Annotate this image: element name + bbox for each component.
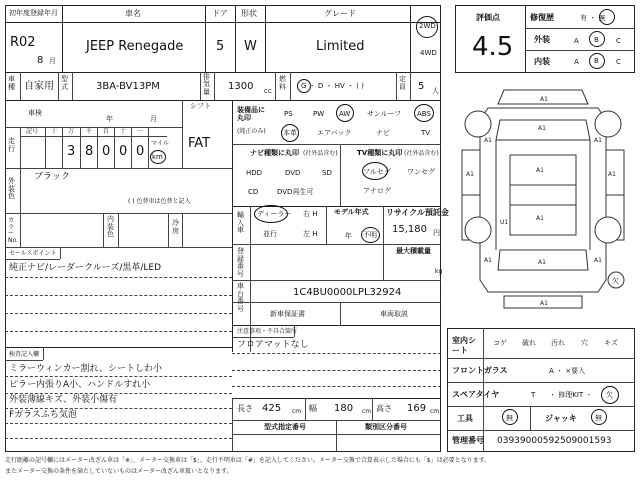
score-value: 4.5: [472, 32, 514, 62]
recycle-fee: 15,180: [392, 224, 427, 235]
notes-title: 注意事項・不具合箇所: [237, 328, 298, 335]
mileage-head-0: 記号: [26, 128, 39, 135]
equip-aw: AW: [339, 110, 351, 118]
inspection-label: 車検: [28, 109, 42, 117]
inspection-year-unit: 年: [106, 115, 113, 123]
tools-value: 無: [506, 414, 513, 422]
ext-grade-b: B: [594, 36, 599, 44]
reg-year-label: 初年度登録年月: [9, 9, 58, 17]
model-label: 型式: [61, 75, 68, 91]
mileage-head-4: 百: [103, 128, 110, 135]
nav-dvd-play: DVD再生可: [277, 188, 314, 196]
inspector-line-1: ピラー内張りA小、ハンドルすれ小: [9, 380, 151, 390]
displacement-label: 排気量: [203, 73, 210, 96]
seat-label: 室内シート: [452, 336, 476, 355]
equip-leather: 本革: [283, 129, 297, 137]
mgmt-value: 03939000592509001593: [497, 436, 612, 446]
shift: FAT: [188, 136, 211, 151]
int-grade-b: B: [594, 57, 599, 65]
shift-label: シフト: [190, 102, 211, 110]
mark-rear-bumper: A1: [540, 300, 548, 307]
height-unit: cm: [430, 408, 440, 415]
parallel: 並行: [263, 230, 277, 238]
seats-unit: 人: [432, 87, 439, 95]
type-label: 型式指定番号: [264, 423, 306, 431]
equip-ps: PS: [284, 110, 293, 118]
mark-left-door: A1: [466, 171, 474, 178]
tools-label: 工具: [457, 414, 473, 423]
recycle-label: 冷房: [172, 219, 179, 235]
mark-rear-left: A1: [484, 257, 492, 264]
inspection-month-unit: 月: [150, 115, 157, 123]
mark-bonnet: A1: [538, 125, 546, 132]
mileage-head-1: 十: [51, 128, 58, 135]
color-note: ( ) 色替車は色替と記入: [128, 198, 191, 205]
month-unit: 月: [49, 57, 56, 65]
equip-pw: PW: [313, 110, 325, 118]
seat-opt-0: コゲ: [493, 339, 507, 347]
repair-opts: 有 ・ 無: [580, 14, 606, 22]
shape-label: 形状: [241, 9, 257, 18]
equip-abs: ABS: [417, 110, 431, 118]
left-hand: 左 H: [303, 230, 318, 238]
drive-2wd: 2WD: [419, 22, 436, 30]
interior-color-label: 内装色: [107, 215, 114, 239]
seat-opt-4: キズ: [604, 339, 618, 347]
jack-label: ジャッキ: [545, 414, 577, 423]
glass-opts: A ・ ×要入: [549, 367, 586, 375]
exterior-label: 外装: [534, 35, 550, 44]
car-name: JEEP Renegade: [86, 39, 184, 54]
mark-rear-right: A1: [594, 257, 602, 264]
mark-roof: A1: [536, 167, 544, 174]
spare-opt-kit: ・ 修理KIT ・: [549, 391, 593, 399]
car-damage-diagram: [448, 80, 638, 320]
right-hand: 右 H: [303, 210, 318, 218]
length-unit: cm: [292, 408, 302, 415]
wheel-rear-right: [595, 217, 621, 243]
equipment-subtitle: (純正のみ): [237, 128, 266, 135]
int-grade-a: A: [574, 58, 579, 66]
doors: 5: [216, 39, 225, 54]
spare-opt-missing: 欠: [606, 391, 613, 399]
max-load-label: 最大積載量: [396, 247, 431, 255]
wheel-rear-left: [465, 217, 491, 243]
tv-oneseg: ワンセグ: [407, 168, 435, 176]
interior-label: 内装: [534, 57, 550, 66]
tv-fullseg: フルセグ: [363, 168, 391, 176]
equip-nav: ナビ: [376, 129, 390, 137]
footer-line-2: またメーター交換の条件を満たしていないものはメーター改ざん車扱いとなります。: [5, 468, 233, 475]
mileage-head-2: 万: [68, 128, 75, 135]
mgmt-label: 管理番号: [452, 436, 484, 445]
mark-right-front: A1: [594, 137, 602, 144]
grade-label: グレード: [324, 9, 356, 18]
model-year-unit: 年: [345, 232, 352, 240]
tv-title: TV種類に丸印: [357, 149, 403, 157]
width-label: 幅: [309, 404, 317, 413]
int-grade-c: C: [616, 58, 621, 66]
recycle-fee-label: リサイクル預託金: [386, 208, 449, 217]
class-label: 類別区分番号: [365, 423, 407, 431]
seat-opt-1: 破れ: [522, 339, 536, 347]
nav-dvd: DVD: [285, 169, 301, 177]
mark-u1: U1: [500, 219, 509, 226]
mark-front-bumper: A1: [540, 96, 548, 103]
grade: Limited: [316, 39, 365, 54]
chassis-label: 車台番号: [237, 282, 244, 314]
score-label: 評価点: [476, 13, 500, 22]
inspector-line-0: ミラーウィンカー割れ、シートしわ小: [9, 364, 163, 374]
manual-label: 車両取説: [380, 310, 408, 318]
selling-points-title: セールスポイント: [9, 250, 57, 257]
footer-line-1: 走行距離の記号欄にはメーター改ざん車は「※」、メーター交換車は「$」、走行不明車は「#」を記入してください。メーター交換で合算表示した場合にも「$」は必要となります。: [5, 457, 491, 464]
model-year-label: モデル年式: [334, 208, 369, 216]
selling-points-text: 純正ナビ/レーダークルーズ/黒革/LED: [9, 263, 162, 273]
unknown: 不明: [363, 231, 377, 239]
glass-label: フロントガラス: [452, 366, 508, 375]
mileage-digit-2: 0: [102, 144, 111, 159]
seat-opt-3: 穴: [581, 339, 588, 347]
width-unit: cm: [362, 408, 372, 415]
width: 180: [334, 403, 354, 414]
fuel-label: 燃料: [279, 75, 286, 91]
tv-analog: アナログ: [363, 187, 391, 195]
mileage-digit-0: 3: [67, 144, 76, 159]
inspector-line-2: 外装薄線キズ、外装小傷有: [9, 395, 118, 405]
color-label: 外装色: [8, 177, 15, 201]
spare-label: スペアタイヤ: [452, 390, 500, 399]
displacement: 1300: [228, 81, 254, 92]
reg-year: R02: [10, 35, 36, 50]
dealer: ディーラー: [257, 210, 292, 218]
ext-grade-c: C: [616, 37, 621, 45]
reg-month: 8: [37, 55, 44, 66]
travel-label: 走行: [8, 137, 15, 153]
register-label: 登録番号: [237, 247, 244, 279]
color-no-label: カラーNo.: [8, 217, 18, 244]
model: 3BA-BV13PM: [96, 81, 160, 92]
mileage-head-3: 千: [86, 128, 93, 135]
ext-grade-a: A: [574, 37, 579, 45]
doors-label: ドア: [212, 9, 228, 18]
mileage-digit-3: 0: [119, 144, 128, 159]
mileage-digit-4: 0: [136, 144, 145, 159]
tv-subtitle: (社外品含む): [404, 150, 439, 157]
mark-rear-gate: A1: [538, 259, 546, 266]
equip-tv: TV: [421, 129, 431, 137]
chassis: 1C4BU0000LPL32924: [293, 287, 402, 298]
drive-4wd: 4WD: [420, 49, 437, 57]
seats-label: 定員: [399, 75, 406, 91]
notes-text: フロアマットなし: [237, 340, 309, 350]
kg: kg: [435, 268, 443, 275]
mark-right-door: A1: [608, 171, 616, 178]
wheel-front-right: [595, 111, 621, 137]
nav-hdd: HDD: [246, 169, 263, 177]
nav-sd: SD: [322, 169, 332, 177]
nav-cd: CD: [248, 188, 259, 196]
car-name-label: 車名: [125, 9, 141, 18]
spare-missing-mark: 欠: [612, 277, 619, 285]
cc-unit: cc: [264, 87, 272, 95]
shape: W: [244, 39, 257, 54]
mark-roof-2: A1: [536, 215, 544, 222]
inspector-title: 検査記入欄: [9, 351, 40, 358]
fuel-opts: G ・ D ・ HV ・ ( ): [301, 82, 364, 90]
length: 425: [262, 403, 282, 414]
equip-sunroof: サンルーフ: [367, 110, 402, 118]
wheel-front-left: [465, 111, 491, 137]
seats: 5: [418, 81, 425, 92]
use-label: 車種: [8, 75, 15, 91]
mark-left-front: A1: [484, 137, 492, 144]
nav-subtitle: (社外品含む): [303, 150, 338, 157]
nav-title: ナビ種類に丸印: [250, 149, 299, 157]
equip-airbag: エアバック: [317, 129, 352, 137]
equipment-title: 装備品に丸印: [237, 106, 265, 123]
spare-opt-t: T: [531, 391, 536, 399]
yen: 円: [433, 229, 440, 237]
mileage-head-5: 十: [120, 128, 127, 135]
mile-label: マイル: [151, 140, 169, 147]
use: 自家用: [24, 81, 54, 92]
warranty-label: 新車保証書: [270, 310, 305, 318]
height: 169: [407, 403, 427, 414]
jack-value: 無: [595, 414, 602, 422]
repair-label: 修復歴: [530, 13, 554, 22]
seat-opt-2: 汚れ: [551, 339, 565, 347]
color: ブラック: [34, 172, 70, 182]
km-label: km: [152, 153, 163, 161]
import-label: 輸入車: [237, 211, 244, 235]
mileage-head-6: 一: [137, 128, 144, 135]
height-label: 高さ: [376, 404, 392, 413]
length-label: 長さ: [237, 404, 253, 413]
mileage-digit-1: 8: [85, 144, 94, 159]
inspector-line-3: Fガラスふち気泡: [9, 410, 77, 420]
